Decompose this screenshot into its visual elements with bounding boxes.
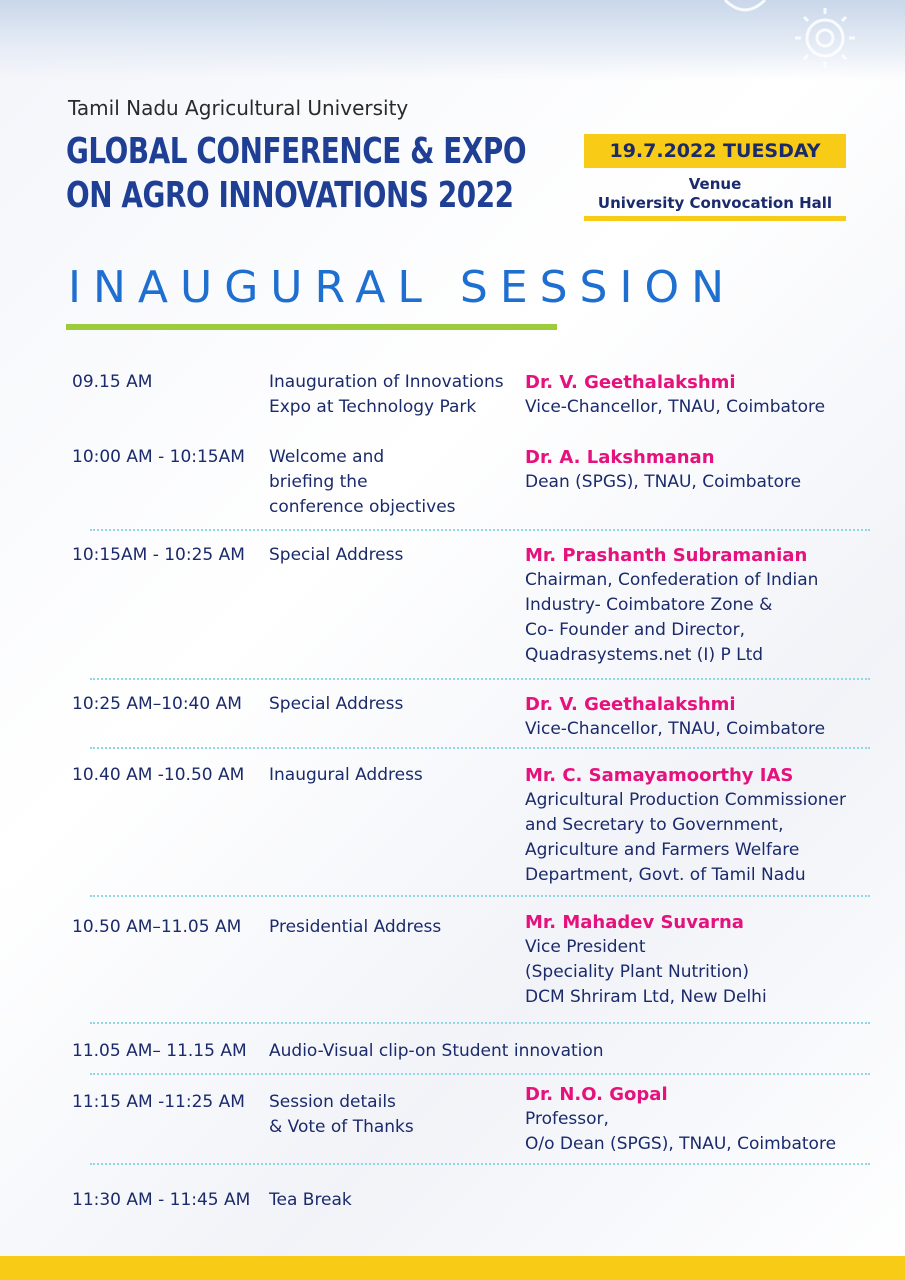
schedule-time: 11:30 AM - 11:45 AM — [72, 1190, 251, 1210]
session-underline — [66, 324, 557, 330]
speaker-name: Dr. V. Geethalakshmi — [525, 694, 736, 715]
speaker-designation: Dean (SPGS), TNAU, Coimbatore — [525, 472, 802, 492]
schedule-event: Inaugural Address — [269, 765, 423, 785]
speaker-name: Dr. V. Geethalakshmi — [525, 372, 736, 393]
row-divider — [90, 1073, 870, 1075]
speaker — [525, 763, 846, 888]
speaker-designation: Professor, O/o Dean (SPGS), TNAU, Coimbatore — [525, 1109, 837, 1154]
row-divider — [90, 1163, 870, 1165]
row-divider — [90, 895, 870, 897]
schedule-event: Session details & Vote of Thanks — [269, 1092, 414, 1137]
footer-bar — [0, 1256, 905, 1280]
schedule-event: Special Address — [269, 545, 404, 565]
venue-block — [584, 175, 846, 213]
venue-name: University Convocation Hall — [597, 194, 833, 212]
university-name: Tamil Nadu Agricultural University — [68, 96, 409, 120]
speaker — [525, 910, 767, 1010]
schedule-time: 11.05 AM– 11.15 AM — [72, 1041, 247, 1061]
speaker — [525, 1082, 836, 1157]
speaker-name: Dr. A. Lakshmanan — [525, 447, 715, 468]
speaker — [525, 692, 825, 742]
speaker-designation: Chairman, Confederation of Indian Industry- Coimbatore Zone & Co- Founder and Director, Quadrasystems.net (I) P Ltd — [525, 570, 819, 665]
speaker-designation: Vice President (Speciality Plant Nutrition) DCM Shriram Ltd, New Delhi — [525, 937, 767, 1007]
title-line-1: GLOBAL CONFERENCE & EXPO — [66, 131, 527, 172]
schedule-time: 10.50 AM–11.05 AM — [72, 917, 242, 937]
schedule-time: 11:15 AM -11:25 AM — [72, 1092, 245, 1112]
schedule-event: Presidential Address — [269, 917, 442, 937]
schedule-time: 10:25 AM–10:40 AM — [72, 694, 242, 714]
row-divider — [90, 529, 870, 531]
schedule-event: Welcome and briefing the conference objectives — [269, 447, 456, 517]
gear-icon — [705, 0, 865, 70]
date-badge: 19.7.2022 TUESDAY — [584, 134, 846, 168]
schedule-event: Special Address — [269, 694, 404, 714]
title-line-2: ON AGRO INNOVATIONS 2022 — [66, 175, 514, 216]
speaker-designation: Vice-Chancellor, TNAU, Coimbatore — [525, 719, 826, 739]
schedule-event: Inauguration of Innovations Expo at Technology Park — [269, 372, 504, 417]
speaker — [525, 370, 825, 420]
speaker-name: Mr. C. Samayamoorthy IAS — [525, 765, 794, 786]
speaker-name: Mr. Mahadev Suvarna — [525, 912, 744, 933]
schedule-event: Tea Break — [269, 1190, 352, 1210]
row-divider — [90, 678, 870, 680]
venue-underline — [584, 216, 846, 221]
schedule-time: 10:15AM - 10:25 AM — [72, 545, 245, 565]
speaker — [525, 543, 818, 668]
schedule-time: 10.40 AM -10.50 AM — [72, 765, 245, 785]
conference-title — [66, 130, 527, 218]
row-divider — [90, 1022, 870, 1024]
speaker-name: Mr. Prashanth Subramanian — [525, 545, 808, 566]
schedule-event: Audio-Visual clip-on Student innovation — [269, 1041, 604, 1061]
speaker-designation: Agricultural Production Commissioner and Secretary to Government, Agriculture and Farmers Welfare Department, Govt. of Tamil Nadu — [525, 790, 846, 885]
schedule-time: 09.15 AM — [72, 372, 153, 392]
speaker — [525, 445, 801, 495]
speaker-designation: Vice-Chancellor, TNAU, Coimbatore — [525, 397, 826, 417]
row-divider — [90, 747, 870, 749]
venue-label: Venue — [688, 175, 742, 193]
schedule-time: 10:00 AM - 10:15AM — [72, 447, 245, 467]
session-title: INAUGURAL SESSION — [68, 262, 736, 313]
speaker-name: Dr. N.O. Gopal — [525, 1084, 668, 1105]
